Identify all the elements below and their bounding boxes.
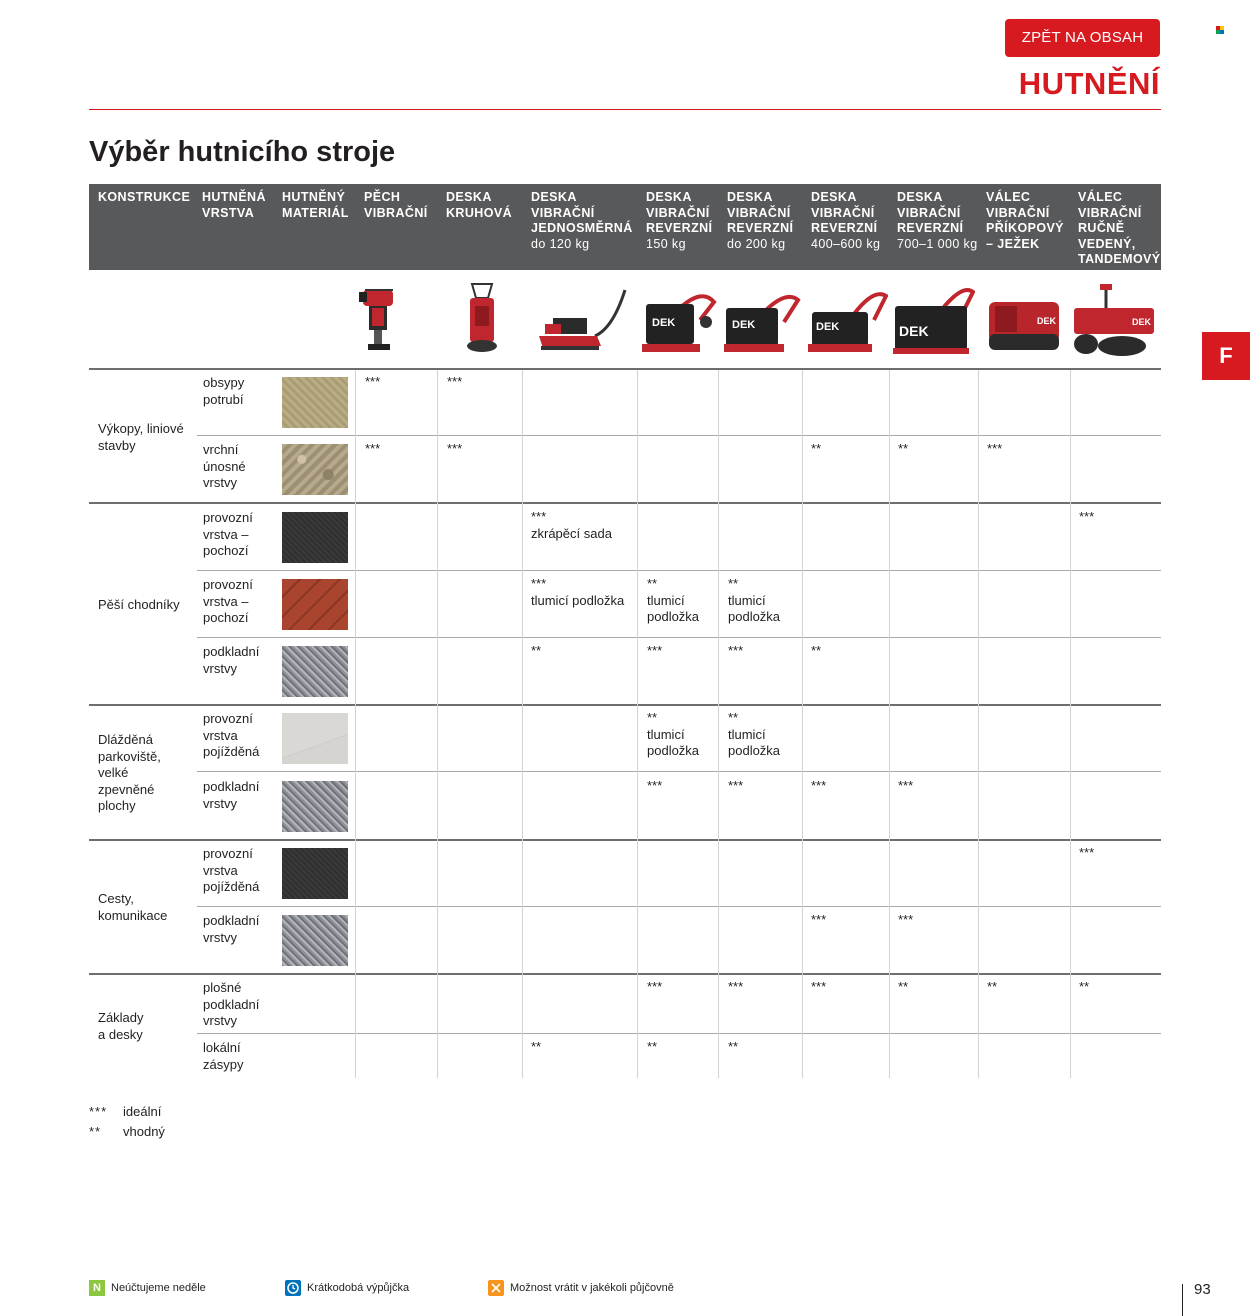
column-divider <box>522 370 523 1078</box>
footer-item: Krátkodobá výpůjčka <box>285 1280 409 1296</box>
page-title: Výběr hutnicího stroje <box>89 136 396 168</box>
back-to-contents-button[interactable]: ZPĚT NA OBSAH <box>1005 19 1160 57</box>
rating-cell: ** tlumicí podložka <box>647 576 700 624</box>
group-divider <box>89 973 1161 975</box>
page-number: 93 <box>1194 1281 1211 1298</box>
return-icon <box>488 1280 504 1296</box>
rating-cell: *** <box>447 374 463 389</box>
footer-item: N Neúčtujeme neděle <box>89 1280 206 1296</box>
column-divider <box>437 370 438 1078</box>
rating-cell: ** <box>728 1039 739 1054</box>
reversible-plate-600-icon <box>808 278 888 358</box>
layer-label: podkladní vrstvy <box>203 779 260 811</box>
column-divider <box>1070 370 1071 1078</box>
row-divider <box>197 771 1161 772</box>
n-icon: N <box>89 1280 105 1296</box>
chapter-tab[interactable]: F <box>1202 332 1250 380</box>
group-divider <box>89 502 1161 504</box>
col-header-material: HUTNĚNÝ MATERIÁL <box>282 190 349 220</box>
material-swatch-concrete-slab <box>282 713 348 764</box>
rating-cell: ** <box>1079 979 1090 994</box>
svg-text:DEK: DEK <box>732 319 756 331</box>
material-swatch-asphalt <box>282 848 348 899</box>
row-divider <box>197 570 1161 571</box>
table-top-rule <box>89 368 1161 370</box>
col-header-tandem-roller: VÁLEC VIBRAČNÍ RUČNĚ VEDENÝ, TANDEMOVÝ <box>1078 190 1161 266</box>
group-divider <box>89 704 1161 706</box>
rating-cell: ** <box>898 979 909 994</box>
legend-item: ** vhodný <box>89 1124 165 1139</box>
rating-cell: *** <box>811 979 827 994</box>
col-header-rammer: PĚCH VIBRAČNÍ <box>364 190 428 220</box>
reversible-plate-200-icon <box>722 278 802 358</box>
row-divider <box>197 906 1161 907</box>
material-swatch-paving <box>282 579 348 630</box>
column-divider <box>978 370 979 1078</box>
rating-cell: ** <box>811 643 822 658</box>
rating-cell: *** <box>811 912 827 927</box>
tandem-roller-icon <box>1072 278 1156 358</box>
column-divider <box>718 370 719 1078</box>
reversible-plate-1000-icon <box>893 278 975 358</box>
svg-text:DEK: DEK <box>899 323 929 339</box>
svg-text:DEK: DEK <box>1037 316 1057 326</box>
layer-label: provozní vrstva pojížděná <box>203 711 260 759</box>
layer-label: podkladní vrstvy <box>203 644 260 676</box>
rating-cell: *** <box>647 979 663 994</box>
rating-cell: ** <box>811 441 822 456</box>
layer-label: obsypy potrubí <box>203 375 245 407</box>
construction-label: Pěší chodníky <box>98 597 180 612</box>
rating-cell: ** <box>531 1039 542 1054</box>
layer-label: podkladní vrstvy <box>203 913 260 945</box>
row-divider <box>197 637 1161 638</box>
material-swatch-crushed-stone <box>282 915 348 966</box>
rating-cell: *** <box>898 778 914 793</box>
col-header-trench-roller: VÁLEC VIBRAČNÍ PŘÍKOPOVÝ – JEŽEK <box>986 190 1064 251</box>
col-header-forward-plate: DESKA VIBRAČNÍ JEDNOSMĚRNÁ do 120 kg <box>531 190 633 251</box>
rammer-icon <box>355 278 403 358</box>
col-header-layer: HUTNĚNÁ VRSTVA <box>202 190 266 220</box>
row-divider <box>197 435 1161 436</box>
rating-cell: *** <box>647 778 663 793</box>
layer-label: provozní vrstva pojížděná <box>203 846 260 894</box>
material-swatch-sand <box>282 377 348 428</box>
rating-cell: *** zkrápěcí sada <box>531 509 612 541</box>
svg-text:DEK: DEK <box>816 321 840 333</box>
rating-cell: ** <box>987 979 998 994</box>
reversible-plate-150-icon <box>640 278 718 358</box>
rating-cell: ** tlumicí podložka <box>647 710 700 758</box>
rating-cell: *** <box>365 374 381 389</box>
table-header <box>89 184 1161 270</box>
page-number-rule <box>1182 1284 1183 1316</box>
svg-text:DEK: DEK <box>1132 317 1152 327</box>
rating-cell: ** tlumicí podložka <box>728 710 781 758</box>
rating-cell: *** tlumicí podložka <box>531 576 625 608</box>
col-header-reversible-600: DESKA VIBRAČNÍ REVERZNÍ 400–600 kg <box>811 190 881 251</box>
construction-label: Výkopy, liniové stavby <box>98 421 184 453</box>
trench-roller-icon <box>985 278 1063 358</box>
column-divider <box>802 370 803 1078</box>
rating-cell: ** <box>647 1039 658 1054</box>
rating-cell: *** <box>365 441 381 456</box>
layer-label: provozní vrstva – pochozí <box>203 577 253 625</box>
construction-label: Základy a desky <box>98 1010 144 1042</box>
construction-label: Cesty, komunikace <box>98 891 168 923</box>
material-swatch-crushed-stone <box>282 781 348 832</box>
rating-cell: *** <box>1079 509 1095 524</box>
rating-cell: ** tlumicí podložka <box>728 576 781 624</box>
header-divider <box>89 109 1161 110</box>
rating-cell: *** <box>987 441 1003 456</box>
rating-cell: *** <box>647 643 663 658</box>
section-title: HUTNĚNÍ <box>1018 66 1160 101</box>
rating-cell: *** <box>447 441 463 456</box>
svg-text:DEK: DEK <box>652 317 676 329</box>
rating-cell: *** <box>1079 845 1095 860</box>
material-swatch-crushed-stone <box>282 646 348 697</box>
col-header-round-plate: DESKA KRUHOVÁ <box>446 190 512 220</box>
brand-logo-icon <box>1216 26 1224 34</box>
column-divider <box>889 370 890 1078</box>
col-header-reversible-150: DESKA VIBRAČNÍ REVERZNÍ 150 kg <box>646 190 713 251</box>
layer-label: plošné podkladní vrstvy <box>203 980 260 1028</box>
material-swatch-gravel <box>282 444 348 495</box>
rating-cell: ** <box>531 643 542 658</box>
layer-label: lokální zásypy <box>203 1040 244 1072</box>
col-header-construction: KONSTRUKCE <box>98 190 191 204</box>
clock-icon <box>285 1280 301 1296</box>
rating-cell: *** <box>728 643 744 658</box>
footer-item: Možnost vrátit v jakékoli půjčovně <box>488 1280 674 1296</box>
column-divider <box>355 370 356 1078</box>
rating-cell: *** <box>728 778 744 793</box>
rating-cell: *** <box>898 912 914 927</box>
row-divider <box>197 1033 1161 1034</box>
rating-cell: ** <box>898 441 909 456</box>
round-plate-icon <box>458 278 506 358</box>
rating-cell: *** <box>811 778 827 793</box>
material-swatch-asphalt <box>282 512 348 563</box>
column-divider <box>637 370 638 1078</box>
group-divider <box>89 839 1161 841</box>
rating-cell: *** <box>728 979 744 994</box>
layer-label: provozní vrstva – pochozí <box>203 510 253 558</box>
construction-label: Dlážděná parkoviště, velké zpevněné plochy <box>98 732 161 813</box>
forward-plate-icon <box>535 278 631 358</box>
layer-label: vrchní únosné vrstvy <box>203 442 246 490</box>
col-header-reversible-1000: DESKA VIBRAČNÍ REVERZNÍ 700–1 000 kg <box>897 190 978 251</box>
legend-item: *** ideální <box>89 1104 162 1119</box>
col-header-reversible-200: DESKA VIBRAČNÍ REVERZNÍ do 200 kg <box>727 190 794 251</box>
